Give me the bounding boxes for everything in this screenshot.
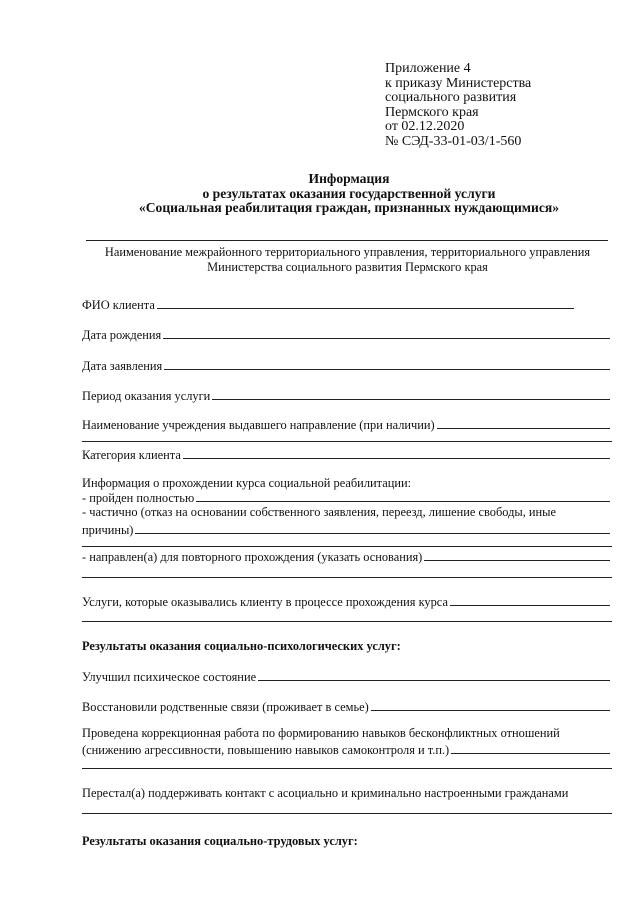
referring-institution-label: Наименование учреждения выдавшего направление (при наличии) bbox=[82, 418, 435, 432]
correction-label: (снижению агрессивности, повышению навыков самоконтроля и т.п.) bbox=[82, 743, 450, 757]
mental-state-label: Улучшил психическое состояние bbox=[82, 670, 257, 684]
client-name-field bbox=[82, 297, 574, 313]
rehab-repeat-extra-line[interactable] bbox=[82, 577, 612, 578]
family-ties-label: Восстановили родственные связи (проживает в семье) bbox=[82, 700, 369, 714]
client-category-blank[interactable] bbox=[183, 447, 610, 459]
referring-institution-blank[interactable] bbox=[437, 417, 610, 429]
birth-date-field bbox=[82, 327, 610, 343]
appendix-block bbox=[385, 62, 531, 150]
title-line: о результатах оказания государственной услуги bbox=[202, 185, 496, 201]
client-name-label: ФИО клиента bbox=[82, 298, 155, 312]
contact-text: Перестал(а) поддерживать контакт с асоциально и криминально настроенными гражданами bbox=[82, 786, 569, 800]
rehab-completed-field bbox=[82, 490, 610, 506]
mental-state-blank[interactable] bbox=[258, 669, 610, 681]
rehab-partial-line1: - частично (отказ на основании собственного заявления, переезд, лишение свободы, иные bbox=[82, 505, 556, 519]
org-caption-line: Министерства социального развития Пермского края bbox=[207, 259, 488, 274]
org-name-caption bbox=[70, 245, 625, 274]
org-name-line bbox=[86, 240, 608, 241]
application-date-blank[interactable] bbox=[164, 358, 610, 370]
document-title bbox=[40, 172, 640, 216]
birth-date-blank[interactable] bbox=[163, 327, 610, 339]
correction-line1: Проведена коррекционная работа по формированию навыков бесконфликтных отношений bbox=[82, 726, 560, 740]
appendix-line: Приложение 4 bbox=[385, 61, 471, 76]
appendix-line: от 02.12.2020 bbox=[385, 119, 465, 135]
client-name-blank[interactable] bbox=[157, 297, 574, 309]
family-ties-blank[interactable] bbox=[371, 699, 610, 711]
family-ties-field bbox=[82, 699, 610, 715]
rehab-partial-field bbox=[82, 522, 610, 538]
referring-institution-extra-line[interactable] bbox=[82, 441, 612, 442]
application-date-field bbox=[82, 358, 610, 374]
correction-blank[interactable] bbox=[451, 742, 610, 754]
client-category-label: Категория клиента bbox=[82, 448, 181, 462]
birth-date-label: Дата рождения bbox=[82, 328, 162, 342]
rehab-completed-blank[interactable] bbox=[196, 490, 610, 502]
application-date-label: Дата заявления bbox=[82, 359, 163, 373]
contact-extra-line[interactable] bbox=[82, 813, 612, 814]
services-label: Услуги, которые оказывались клиенту в процессе прохождения курса bbox=[82, 595, 448, 609]
services-field bbox=[82, 594, 610, 610]
rehab-heading: Информация о прохождении курса социальной реабилитации: bbox=[82, 476, 412, 490]
title-line: «Социальная реабилитация граждан, признанных нуждающимися» bbox=[138, 200, 560, 215]
labor-heading: Результаты оказания социально-трудовых услуг: bbox=[82, 834, 358, 848]
services-extra-line[interactable] bbox=[82, 621, 612, 622]
rehab-repeat-label: - направлен(а) для повторного прохождения (указать основания) bbox=[82, 550, 423, 564]
referring-institution-field bbox=[82, 417, 610, 433]
client-category-field bbox=[82, 447, 610, 463]
org-caption-line: Наименование межрайонного территориального управления, территориального управления bbox=[104, 245, 591, 259]
services-blank[interactable] bbox=[450, 594, 610, 606]
rehab-partial-blank[interactable] bbox=[135, 522, 610, 534]
service-period-blank[interactable] bbox=[212, 388, 610, 400]
appendix-line: социального развития bbox=[385, 90, 517, 106]
service-period-field bbox=[82, 388, 610, 404]
title-line: Информация bbox=[308, 171, 390, 186]
service-period-label: Период оказания услуги bbox=[82, 389, 211, 403]
correction-extra-line[interactable] bbox=[82, 768, 612, 769]
rehab-partial-label: причины) bbox=[82, 523, 134, 537]
rehab-completed-label: - пройден полностью bbox=[82, 491, 195, 505]
appendix-line: № СЭД-33-01-03/1-560 bbox=[385, 133, 522, 149]
mental-state-field bbox=[82, 669, 610, 685]
rehab-repeat-blank[interactable] bbox=[424, 549, 610, 561]
correction-field bbox=[82, 742, 610, 758]
psych-heading: Результаты оказания социально-психологических услуг: bbox=[82, 639, 401, 653]
rehab-repeat-field bbox=[82, 549, 610, 565]
rehab-partial-extra-line[interactable] bbox=[82, 546, 612, 547]
appendix-line: к приказу Министерства bbox=[385, 75, 532, 91]
appendix-line: Пермского края bbox=[385, 104, 479, 120]
